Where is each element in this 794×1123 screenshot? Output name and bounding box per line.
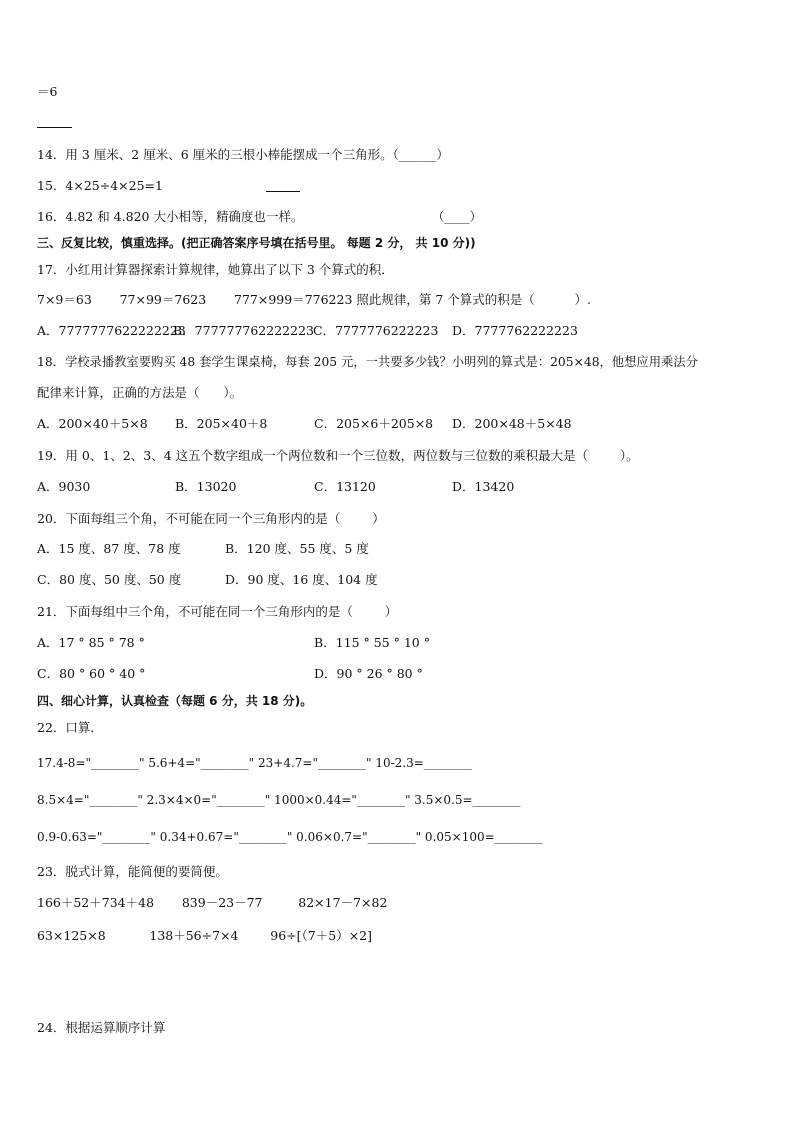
question-21-option-c[interactable]: C．80 ° 60 ° 40 ° (37, 666, 146, 681)
question-19: 19．用 0、1、2、3、4 这五个数字组成一个两位数和一个三位数，两位数与三位数的乘积最大是（ ）。 (37, 448, 639, 463)
question-20: 20．下面每组三个角，不可能在同一个三角形内的是（ ） (37, 511, 385, 526)
question-22-row-1[interactable]: 17.4-8="________" 5.6+4="________" 23+4.7="________" 10-2.3=________ (37, 756, 472, 770)
question-24: 24．根据运算顺序计算 (37, 1020, 166, 1035)
q13-tail: ＝6 (37, 84, 58, 99)
question-17-option-b[interactable]: B．777777762222223 (173, 323, 314, 338)
question-20-option-b[interactable]: B．120 度、55 度、5 度 (225, 541, 369, 556)
question-18-line-1: 18．学校录播教室要购买 48 套学生课桌椅，每套 205 元，一共要多少钱？小明列的算式是：205×48，他想应用乘法分 (37, 355, 698, 369)
question-21-option-a[interactable]: A．17 ° 85 ° 78 ° (37, 635, 145, 650)
question-18-option-d[interactable]: D．200×48＋5×48 (452, 416, 572, 431)
question-21-option-b[interactable]: B．115 ° 55 ° 10 ° (314, 635, 430, 650)
question-17-option-a[interactable]: A．7777777622222223 (37, 323, 186, 338)
question-18-option-c[interactable]: C．205×6＋205×8 (314, 416, 434, 431)
answer-paren[interactable]: （____） (432, 209, 483, 224)
question-19-option-d[interactable]: D．13420 (452, 479, 515, 494)
question-14-text: 14．用 3 厘米、2 厘米、6 厘米的三根小棒能摆成一个三角形。 (37, 147, 393, 162)
question-20-option-a[interactable]: A．15 度、87 度、78 度 (37, 541, 181, 556)
question-22: 22．口算． (37, 720, 103, 735)
question-17-option-d[interactable]: D．7777762222223 (452, 323, 578, 338)
question-18-line-2: 配律来计算，正确的方法是（ ）。 (37, 385, 243, 400)
question-20-option-d[interactable]: D．90 度、16 度、104 度 (225, 572, 378, 587)
answer-paren[interactable]: （______） (392, 147, 449, 162)
question-21: 21．下面每组中三个角，不可能在同一个三角形内的是（ ） (37, 604, 398, 619)
section-4-heading: 四、细心计算，认真检查（每题 6 分，共 18 分)。 (37, 694, 313, 708)
question-22-row-2[interactable]: 8.5×4="________" 2.3×4×0="________" 1000×0.44="________" 3.5×0.5=________ (37, 793, 521, 807)
question-16: 16．4.82 和 4.820 大小相等，精确度也一样。 (37, 209, 304, 224)
question-20-option-c[interactable]: C．80 度、50 度、50 度 (37, 572, 182, 587)
question-22-row-3[interactable]: 0.9-0.63="________" 0.34+0.67="________" 0.06×0.7="________" 0.05×100=________ (37, 830, 543, 844)
question-15: 15．4×25÷4×25=1 (37, 178, 163, 193)
question-17-option-c[interactable]: C．7777776222223 (313, 323, 439, 338)
question-21-option-d[interactable]: D．90 ° 26 ° 80 ° (314, 666, 423, 681)
answer-blank[interactable] (37, 127, 72, 128)
answer-blank[interactable] (266, 191, 300, 192)
question-14 (37, 147, 449, 163)
question-18-option-b[interactable]: B．205×40＋8 (175, 416, 268, 431)
question-17-expression: 7×9＝63 77×99＝7623 777×999＝776223 照此规律，第 7 个算式的积是（ ）. (37, 292, 591, 307)
question-23-row-2: 63×125×8 138＋56÷7×4 96÷[（7＋5）×2] (37, 928, 372, 943)
section-3-heading: 三、反复比较，慎重选择。(把正确答案序号填在括号里。 每题 2 分， 共 10 分)) (37, 236, 476, 250)
question-18-option-a[interactable]: A．200×40＋5×8 (37, 416, 148, 431)
question-19-option-b[interactable]: B．13020 (175, 479, 237, 494)
question-23-row-1: 166＋52＋734＋48 839－23－77 82×17－7×82 (37, 895, 388, 910)
question-23: 23．脱式计算，能简便的要简便。 (37, 864, 228, 879)
question-19-option-c[interactable]: C．13120 (314, 479, 376, 494)
question-17: 17．小红用计算器探索计算规律，她算出了以下 3 个算式的积． (37, 262, 394, 277)
question-19-option-a[interactable]: A．9030 (37, 479, 91, 494)
